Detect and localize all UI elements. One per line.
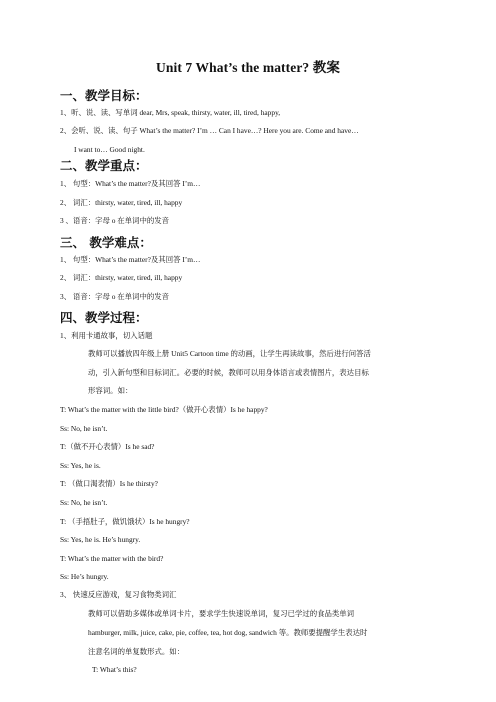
text-line: 3、 快速反应游戏，复习食物类词汇 [60, 590, 177, 599]
text-line: 教师可以播放四年级上册 Unit5 Cartoon time 的动画，让学生再读故事，然后进行问答活 [88, 349, 371, 358]
text-line: 形容词。如： [88, 386, 133, 395]
dialogue-line: Ss: He’s hungry. [60, 572, 109, 581]
text-line: 注意名词的单复数形式。如： [88, 647, 185, 656]
dialogue-line: T: What’s the matter with the little bird?（做开心表情）Is he happy? [60, 405, 268, 414]
text-line: hamburger, milk, juice, cake, pie, coffee, tea, hot dog, sandwich 等。教师要提醒学生表达时 [88, 628, 368, 637]
text-line: 教师可以借助多媒体或单词卡片，要求学生快速说单词，复习已学过的食品类单词 [88, 609, 355, 618]
section-heading-procedure: 四、教学过程： [60, 310, 148, 325]
text-line: 1、 句型：What’s the matter?及其回答 I’m… [60, 255, 201, 264]
text-line: 动，引入新句型和目标词汇。必要的时候，教师可以用身体语言或表情图片，表达目标 [88, 368, 369, 377]
text-line: I want to… Good night. [74, 145, 145, 154]
dialogue-line: Ss: No, he isn’t. [60, 424, 108, 433]
document-title: Unit 7 What’s the matter? 教案 [156, 60, 340, 75]
section-heading-key-points: 二、教学重点： [60, 158, 148, 173]
section-heading-difficulties: 三、 教学难点： [60, 235, 152, 250]
text-line: 3、 语音：字母 o 在单词中的发音 [60, 292, 170, 301]
dialogue-line: T: （做口渴表情）Is he thirsty? [60, 479, 158, 488]
dialogue-line: Ss: Yes, he is. He’s hungry. [60, 535, 141, 544]
text-line: 2、会听、说、读、句子 What’s the matter? I’m … Can I have…? Here you are. Come and have… [60, 126, 359, 135]
text-line: 1、利用卡通故事，切入话题 [60, 331, 153, 340]
text-line: 1、 句型：What’s the matter?及其回答 I’m… [60, 179, 201, 188]
text-line: 1、听、说、读、写单词 dear, Mrs, speak, thirsty, water, ill, tired, happy, [60, 108, 281, 117]
dialogue-line: Ss: No, he isn’t. [60, 498, 108, 507]
section-heading-objectives: 一、教学目标： [60, 88, 148, 103]
text-line: 2、 词汇：thirsty, water, tired, ill, happy [60, 273, 183, 282]
dialogue-line: Ss: Yes, he is. [60, 461, 101, 470]
text-line: 3 、语音：字母 o 在单词中的发音 [60, 216, 170, 225]
dialogue-line: T: What’s the matter with the bird? [60, 554, 164, 563]
dialogue-line: T:（做不开心表情）Is he sad? [60, 442, 155, 451]
dialogue-line: T: （手捂肚子，做饥饿状）Is he hungry? [60, 517, 190, 526]
text-line: 2、 词汇：thirsty, water, tired, ill, happy [60, 198, 183, 207]
dialogue-line: T: What’s this? [92, 665, 137, 674]
